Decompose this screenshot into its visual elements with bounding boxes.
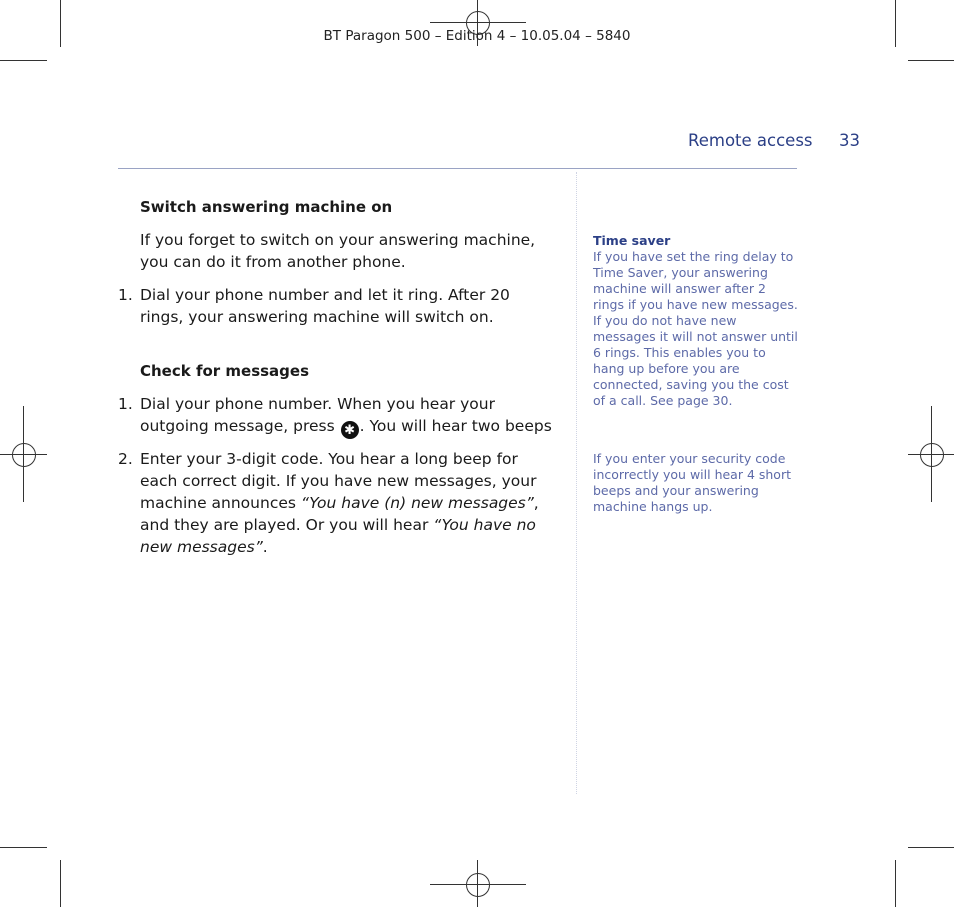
announcement-no-messages: “You have no new messages” [140,516,536,556]
time-saver-text: If you have set the ring delay to Time Saver, your answering machine will answer after 2 rings if you have new messages. If you do not have new messages it will not answer until 6 rings. This enables you to hang up before you are connected, saving you the cost of a call. See page 30. [593,249,798,408]
page-number: 33 [839,131,860,150]
check-step-2-text-mid: , and they are played. Or you will hear [140,494,539,534]
step-number: 1. [118,286,133,304]
print-slug: BT Paragon 500 – Edition 4 – 10.05.04 – 5840 [323,28,631,44]
check-step-2-text-end: . [262,538,268,556]
time-saver-note [593,233,798,409]
security-note-text: If you enter your security code incorrectly you will hear 4 short beeps and your answering machine hangs up. [593,451,791,514]
step-number: 2. [118,450,133,468]
running-title: Remote access [688,131,813,150]
check-step-1-text: Dial your phone number. When you hear your outgoing message, press [140,395,495,435]
star-key-icon: ✱ [341,421,359,439]
switch-on-intro: If you forget to switch on your answering machine, you can do it from another phone. [140,231,536,271]
announcement-new-messages: “You have (n) new messages” [300,494,534,512]
check-step-2-text: Enter your 3-digit code. You hear a long beep for each correct digit. If you have new messages, your machine announces [140,450,537,512]
check-step-2 [140,448,555,558]
time-saver-title: Time saver [593,233,671,248]
security-note [593,451,798,515]
section-heading-switch-on: Switch answering machine on [140,198,393,216]
switch-on-step-1: Dial your phone number and let it ring. After 20 rings, your answering machine will switch on. [140,286,510,326]
header-rule [118,168,797,169]
step-number: 1. [118,395,133,413]
column-divider [576,172,577,794]
section-heading-check-messages: Check for messages [140,362,310,380]
check-step-1 [140,393,555,439]
check-step-1-text-after: . You will hear two beeps [359,417,552,435]
